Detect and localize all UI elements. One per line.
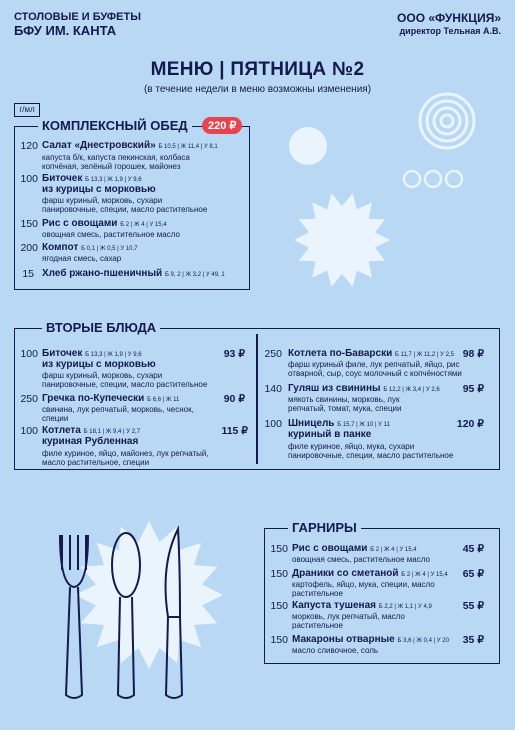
starburst-icon — [292, 190, 392, 290]
company-block — [397, 12, 501, 38]
item-desc: растительное — [292, 621, 343, 630]
item-weight: 100 — [20, 425, 38, 437]
item-desc: панировочные, специи, масло растительное — [42, 380, 208, 389]
spiral-icon — [418, 92, 476, 150]
item-name-line2: куриная Рубленная — [42, 436, 139, 447]
item-weight: 120 — [20, 140, 38, 152]
org-line1: СТОЛОВЫЕ И БУФЕТЫ — [14, 11, 142, 23]
company-name: ООО «ФУНКЦИЯ» — [397, 11, 501, 25]
item-name — [42, 140, 218, 151]
item-name-text: Биточек — [42, 348, 83, 359]
item-weight: 100 — [20, 348, 38, 360]
item-weight: 100 — [20, 173, 38, 185]
item-nutrition: Б 15,7 | Ж 10 | У 11 — [337, 422, 390, 428]
item-name-text: Котлета по-Баварски — [288, 348, 393, 359]
item-weight: 150 — [270, 543, 288, 555]
item-nutrition: Б 11,7 | Ж 11,2 | У 2,5 — [395, 352, 454, 358]
item-name-text: Гречка по-Купечески — [42, 393, 145, 404]
item-price: 65 ₽ — [462, 568, 484, 580]
circle-decoration-icon — [288, 126, 328, 166]
item-desc: капуста б/к, капуста пекинская, колбаса — [42, 153, 190, 162]
item-desc: картофель, яйцо, мука, специи, масло — [292, 580, 435, 589]
item-weight: 200 — [20, 242, 38, 254]
item-desc: ягодная смесь, сахар — [42, 254, 122, 263]
item-nutrition: Б 0,1 | Ж 0,5 | У 10,7 — [81, 246, 138, 252]
item-nutrition: Б 13,3 | Ж 1,9 | У 9,6 — [85, 352, 142, 358]
item-nutrition: Б 9, 2 | Ж 3,2 | У 49, 1 — [164, 272, 225, 278]
item-nutrition: Б 3,6 | Ж 0,4 | У 20 — [397, 638, 449, 644]
item-weight: 150 — [20, 218, 38, 230]
page-subtitle: (в течение недели в меню возможны изменения) — [143, 84, 372, 95]
item-nutrition: Б 2,2 | Ж 1,1 | У 4,9 — [378, 604, 432, 610]
item-price: 115 ₽ — [221, 425, 248, 437]
item-desc: масло растительное, специи — [42, 458, 150, 467]
item-name-text: Макароны отварные — [292, 634, 395, 645]
item-nutrition: Б 2 | Ж 4 | У 15,4 — [401, 572, 448, 578]
item-name — [42, 425, 140, 436]
item-name — [292, 600, 432, 611]
item-name — [292, 568, 448, 579]
item-name — [42, 173, 142, 184]
item-desc: овощная смесь, растительное масло — [42, 230, 180, 239]
item-name — [42, 348, 142, 359]
item-nutrition: Б 6,6 | Ж 11 — [147, 397, 180, 403]
garnish-label: ГАРНИРЫ — [288, 520, 361, 535]
item-desc: филе куриное, яйцо, мука, сухари — [288, 442, 415, 451]
item-name-text: Компот — [42, 242, 79, 253]
item-desc: овощная смесь, растительное масло — [292, 555, 430, 564]
item-name — [288, 418, 390, 429]
item-weight: 150 — [270, 600, 288, 612]
item-weight: 100 — [264, 418, 282, 430]
item-nutrition: Б 2 | Ж 4 | У 15,4 — [120, 222, 167, 228]
item-name — [42, 218, 167, 229]
item-name-line2: из курицы с морковью — [42, 184, 156, 195]
item-desc: панировочные, специи, масло растительное — [42, 205, 208, 214]
item-desc: фарш куриный филе, лук репчатый, яйцо, рис — [288, 360, 460, 369]
item-weight: 150 — [270, 634, 288, 646]
item-price: 120 ₽ — [456, 418, 484, 430]
item-desc: отварной, сыр, соус молочный с копчёностями — [288, 369, 462, 378]
item-desc: морковь, лук репчатый, масло — [292, 612, 405, 621]
item-desc: репчатый, томат, мука, специи — [288, 404, 402, 413]
dots-decoration-icon — [402, 168, 464, 190]
item-name — [292, 543, 417, 554]
item-weight: 140 — [264, 383, 282, 395]
item-name — [42, 268, 225, 279]
org-name — [14, 11, 141, 37]
item-name — [42, 242, 138, 253]
item-name-text: Рис с овощами — [42, 218, 118, 229]
item-name-text: Салат «Днестровский» — [42, 140, 156, 151]
item-name-line2: куриный в панке — [288, 429, 372, 440]
item-weight: 250 — [264, 348, 282, 360]
item-nutrition: Б 2 | Ж 4 | У 15,4 — [370, 547, 417, 553]
item-price: 55 ₽ — [462, 600, 484, 612]
item-name-text: Биточек — [42, 173, 83, 184]
item-name — [288, 348, 454, 359]
item-desc: фарш куриный, морковь, сухари — [42, 196, 163, 205]
complex-lunch-price: 220 ₽ — [202, 117, 242, 134]
item-desc: мякоть свинины, морковь, лук — [288, 395, 400, 404]
item-price: 45 ₽ — [462, 543, 484, 555]
item-nutrition: Б 13,3 | Ж 1,9 | У 9,6 — [85, 177, 142, 183]
item-desc: фарш куриный, морковь, сухари — [42, 371, 163, 380]
item-name-text: Хлеб ржано-пшеничный — [42, 268, 163, 279]
cutlery-icon — [40, 525, 200, 705]
item-desc: филе куриное, яйцо, майонез, лук репчатый, — [42, 449, 209, 458]
item-name-text: Гуляш из свинины — [288, 383, 381, 394]
item-name-text: Шницель — [288, 418, 335, 429]
item-weight: 15 — [22, 268, 34, 280]
item-name-text: Котлета — [42, 425, 81, 436]
director-name: директор Тельная А.В. — [399, 26, 501, 36]
item-nutrition: Б 12,2 | Ж 3,4 | У 2,6 — [383, 387, 440, 393]
mains-label: ВТОРЫЕ БЛЮДА — [42, 320, 160, 335]
item-name — [42, 393, 179, 404]
item-name — [292, 634, 449, 645]
item-name — [288, 383, 440, 394]
item-desc: растительное — [292, 589, 343, 598]
item-weight: 150 — [270, 568, 288, 580]
item-weight: 250 — [20, 393, 38, 405]
page-title: МЕНЮ | ПЯТНИЦА №2 — [150, 59, 365, 80]
complex-lunch-label: КОМПЛЕКСНЫЙ ОБЕД — [38, 118, 192, 133]
item-name-text: Рис с овощами — [292, 543, 368, 554]
unit-label: г/мл — [14, 103, 40, 117]
item-nutrition: Б 18,1 | Ж 9,4 | У 2,7 — [83, 429, 141, 435]
item-price: 93 ₽ — [223, 348, 245, 360]
item-desc: копчёная, зелёный горошек, майонез — [42, 162, 181, 171]
item-price: 35 ₽ — [462, 634, 484, 646]
item-desc: специи — [42, 414, 69, 423]
item-name-text: Капуста тушеная — [292, 600, 376, 611]
item-name-line2: из курицы с морковью — [42, 359, 156, 370]
item-desc: свинина, лук репчатый, морковь, чеснок, — [42, 405, 194, 414]
org-line2: БФУ ИМ. КАНТА — [14, 23, 117, 38]
item-desc: масло сливочное, соль — [292, 646, 379, 655]
item-desc: панировочные, специи, масло растительное — [288, 451, 454, 460]
item-nutrition: Б 10,5 | Ж 11,4 | У 8,1 — [158, 144, 218, 150]
item-price: 98 ₽ — [462, 348, 484, 360]
item-price: 95 ₽ — [462, 383, 484, 395]
item-price: 90 ₽ — [223, 393, 245, 405]
item-name-text: Драники со сметаной — [292, 568, 399, 579]
